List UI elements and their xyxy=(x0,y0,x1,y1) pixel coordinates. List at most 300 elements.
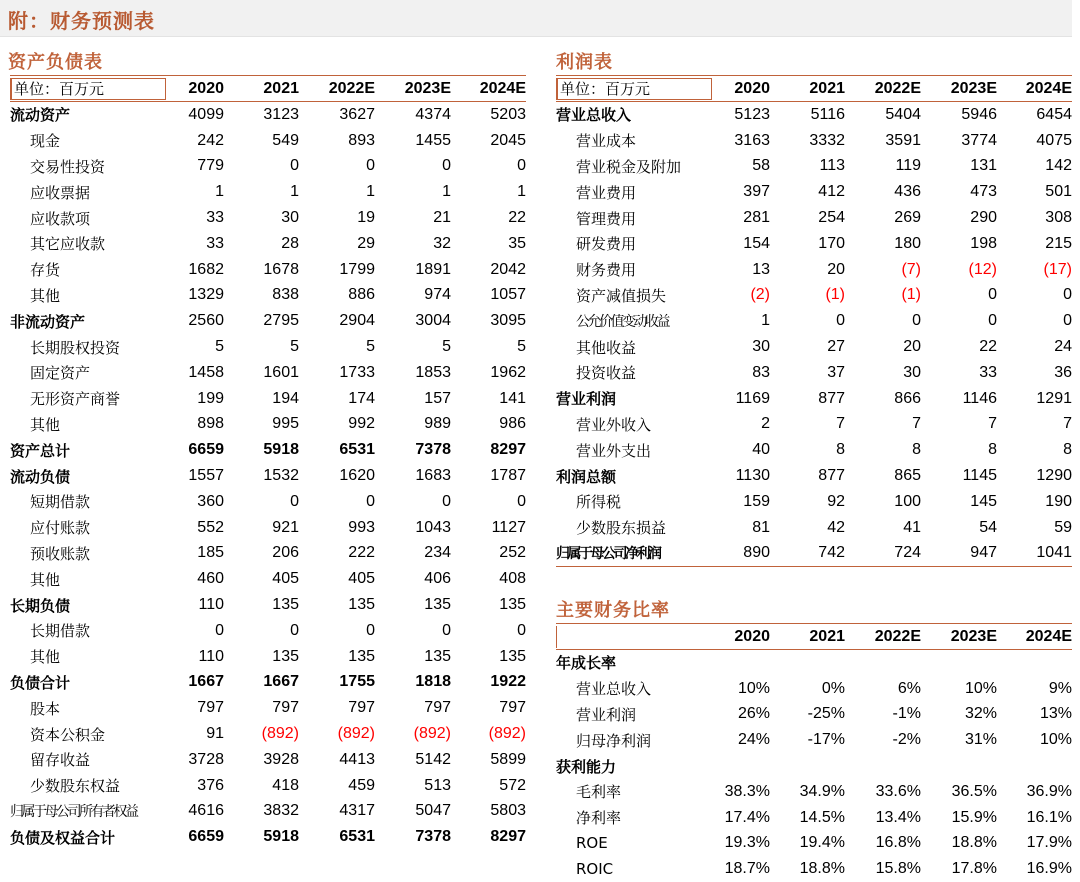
cell-value: 1667 xyxy=(263,673,299,691)
cell-value: 1532 xyxy=(263,467,299,485)
table-row xyxy=(556,128,1072,154)
cell-value: 42 xyxy=(827,518,845,536)
cell-value: 1127 xyxy=(491,518,526,536)
cell-value: 408 xyxy=(499,570,526,588)
cell-value: 1733 xyxy=(339,363,375,381)
cell-value: 1962 xyxy=(490,363,526,381)
cell-value: 2560 xyxy=(188,312,224,330)
row-label: 所得税 xyxy=(576,493,622,512)
cell-value: 1818 xyxy=(415,673,451,691)
balance-sheet-table xyxy=(10,75,526,850)
table-row xyxy=(10,386,526,412)
cell-value: (892) xyxy=(261,725,299,743)
cell-value: 7 xyxy=(912,415,921,433)
row-label: 留存收益 xyxy=(30,751,91,770)
table-row xyxy=(556,805,1072,831)
cell-value: 1891 xyxy=(415,260,451,278)
year-header: 2021 xyxy=(809,79,845,97)
cell-value: 3832 xyxy=(263,802,299,820)
cell-value: 252 xyxy=(499,544,526,562)
table-row xyxy=(556,205,1072,231)
cell-value: 135 xyxy=(272,647,299,665)
cell-value: 254 xyxy=(818,209,845,227)
cell-value: 159 xyxy=(743,492,770,510)
cell-value: 360 xyxy=(197,492,224,510)
cell-value: 5 xyxy=(442,338,451,356)
cell-value: 2 xyxy=(761,415,770,433)
cell-value: 7 xyxy=(1063,415,1072,433)
cell-value: 5803 xyxy=(490,802,526,820)
table-row xyxy=(556,386,1072,412)
cell-value: 18.8% xyxy=(799,860,845,878)
cell-value: 10% xyxy=(964,679,997,697)
cell-value: (2) xyxy=(750,286,770,304)
cell-value: 1683 xyxy=(415,467,451,485)
table-row xyxy=(10,257,526,283)
cell-value: 13.4% xyxy=(875,808,921,826)
table-row xyxy=(10,670,526,696)
cell-value: 242 xyxy=(197,131,224,149)
row-label: 少数股东损益 xyxy=(576,519,667,538)
cell-value: 1 xyxy=(517,183,526,201)
cell-value: 19 xyxy=(357,209,375,227)
cell-value: -2% xyxy=(892,731,921,749)
cell-value: 58 xyxy=(752,157,770,175)
cell-value: 135 xyxy=(272,596,299,614)
cell-value: 83 xyxy=(752,363,770,381)
cell-value: 0 xyxy=(290,621,299,639)
cell-value: 22 xyxy=(508,209,526,227)
cell-value: 0 xyxy=(215,621,224,639)
cell-value: 1130 xyxy=(735,467,770,485)
cell-value: 412 xyxy=(818,183,845,201)
cell-value: 17.8% xyxy=(951,860,997,878)
row-label: 其它应收款 xyxy=(30,235,106,254)
cell-value: 5116 xyxy=(810,105,845,123)
row-label: 资产减值损失 xyxy=(576,286,667,305)
cell-value: 157 xyxy=(424,389,451,407)
table-row xyxy=(556,283,1072,309)
cell-value: 16.8% xyxy=(875,834,921,852)
cell-value: 32 xyxy=(433,234,451,252)
cell-value: 1 xyxy=(290,183,299,201)
cell-value: 877 xyxy=(818,467,845,485)
cell-value: 1787 xyxy=(490,467,526,485)
cell-value: 4075 xyxy=(1036,131,1072,149)
cell-value: 0 xyxy=(517,157,526,175)
cell-value: 0 xyxy=(517,621,526,639)
row-label: 应收款项 xyxy=(30,209,91,228)
cell-value: 2795 xyxy=(263,312,299,330)
cell-value: 15.8% xyxy=(875,860,921,878)
cell-value: 3627 xyxy=(339,105,375,123)
cell-value: 21 xyxy=(433,209,451,227)
year-header: 2021 xyxy=(809,627,845,645)
cell-value: 4413 xyxy=(339,750,375,768)
unit-label xyxy=(556,626,712,648)
cell-value: 1169 xyxy=(735,389,770,407)
row-label: 其他 xyxy=(30,648,61,667)
cell-value: (1) xyxy=(901,286,921,304)
table-row xyxy=(10,308,526,334)
table-row xyxy=(556,308,1072,334)
table-row xyxy=(556,412,1072,438)
cell-value: 180 xyxy=(894,234,921,252)
cell-value: 865 xyxy=(894,467,921,485)
table-row xyxy=(556,437,1072,463)
table-row xyxy=(556,257,1072,283)
row-label: 现金 xyxy=(30,132,61,151)
cell-value: 898 xyxy=(197,415,224,433)
table-row xyxy=(10,695,526,721)
row-label: 股本 xyxy=(30,699,61,718)
row-label: 预收账款 xyxy=(30,544,91,563)
balance-sheet-title: 资产负债表 xyxy=(8,52,103,73)
table-row xyxy=(10,463,526,489)
cell-value: 135 xyxy=(348,647,375,665)
row-label: 毛利率 xyxy=(576,783,622,802)
cell-value: 3774 xyxy=(961,131,997,149)
cell-value: 34.9% xyxy=(799,782,845,800)
cell-value: 995 xyxy=(272,415,299,433)
income-statement-title: 利润表 xyxy=(556,52,613,73)
cell-value: 3928 xyxy=(263,750,299,768)
cell-value: 206 xyxy=(272,544,299,562)
cell-value: 142 xyxy=(1045,157,1072,175)
cell-value: 190 xyxy=(1045,492,1072,510)
table-row xyxy=(10,154,526,180)
cell-value: 30 xyxy=(903,363,921,381)
cell-value: 16.9% xyxy=(1026,860,1072,878)
cell-value: 281 xyxy=(743,209,770,227)
cell-value: (7) xyxy=(901,260,921,278)
table-row xyxy=(10,334,526,360)
row-label: 存货 xyxy=(30,261,61,280)
cell-value: 0 xyxy=(1063,312,1072,330)
cell-value: 0 xyxy=(988,312,997,330)
cell-value: 110 xyxy=(198,596,224,614)
cell-value: 1922 xyxy=(490,673,526,691)
cell-value: 198 xyxy=(970,234,997,252)
table-row xyxy=(10,412,526,438)
cell-value: 13 xyxy=(752,260,770,278)
cell-value: 4099 xyxy=(188,105,224,123)
cell-value: 742 xyxy=(818,544,845,562)
cell-value: 1 xyxy=(442,183,451,201)
row-label: 投资收益 xyxy=(576,364,637,383)
cell-value: 1799 xyxy=(339,260,375,278)
table-row xyxy=(10,102,526,128)
cell-value: 1043 xyxy=(415,518,451,536)
cell-value: 170 xyxy=(818,234,845,252)
cell-value: (1) xyxy=(825,286,845,304)
cell-value: 8297 xyxy=(490,441,526,459)
table-row xyxy=(556,676,1072,702)
row-label: 应收票据 xyxy=(30,183,91,202)
cell-value: 5123 xyxy=(734,105,770,123)
row-label: 短期借款 xyxy=(30,493,91,512)
year-header: 2024E xyxy=(479,79,526,97)
row-label: 营业利润 xyxy=(576,705,637,724)
cell-value: 6454 xyxy=(1036,105,1072,123)
cell-value: 24% xyxy=(737,731,770,749)
row-label: 归属于母公司净利润 xyxy=(556,546,660,563)
table-row xyxy=(10,592,526,618)
table-row xyxy=(10,515,526,541)
cell-value: 20 xyxy=(903,338,921,356)
cell-value: 135 xyxy=(424,596,451,614)
year-header: 2023E xyxy=(950,627,997,645)
cell-value: 3332 xyxy=(809,131,845,149)
cell-value: 2045 xyxy=(490,131,526,149)
cell-value: 18.7% xyxy=(724,860,770,878)
cell-value: 0 xyxy=(290,157,299,175)
cell-value: -25% xyxy=(807,705,845,723)
table-row xyxy=(10,489,526,515)
cell-value: 22 xyxy=(979,338,997,356)
table-row xyxy=(10,283,526,309)
cell-value: 1458 xyxy=(188,363,224,381)
table-header-row xyxy=(556,75,1072,102)
row-label: 其他收益 xyxy=(576,338,637,357)
row-label: 归母净利润 xyxy=(576,731,652,750)
cell-value: 135 xyxy=(424,647,451,665)
ratios-table xyxy=(556,623,1072,882)
cell-value: 113 xyxy=(819,157,845,175)
year-header: 2020 xyxy=(734,627,770,645)
cell-value: 145 xyxy=(970,492,997,510)
cell-value: 33.6% xyxy=(875,782,921,800)
cell-value: 2904 xyxy=(339,312,375,330)
cell-value: 0 xyxy=(366,492,375,510)
table-row xyxy=(556,779,1072,805)
cell-value: 290 xyxy=(970,209,997,227)
year-header: 2022E xyxy=(874,79,921,97)
row-label: ROIC xyxy=(576,860,614,879)
table-row xyxy=(556,489,1072,515)
cell-value: 135 xyxy=(348,596,375,614)
cell-value: 199 xyxy=(197,389,224,407)
cell-value: 185 xyxy=(197,544,224,562)
row-label: 负债合计 xyxy=(10,673,71,692)
row-label: 营业外收入 xyxy=(576,415,652,434)
cell-value: 5 xyxy=(290,338,299,356)
cell-value: 513 xyxy=(424,776,451,794)
cell-value: 8297 xyxy=(490,828,526,846)
cell-value: 986 xyxy=(499,415,526,433)
year-header: 2020 xyxy=(188,79,224,97)
row-label: 无形资产商誉 xyxy=(30,390,121,409)
cell-value: 234 xyxy=(424,544,451,562)
cell-value: 36.9% xyxy=(1026,782,1072,800)
cell-value: 797 xyxy=(197,699,224,717)
table-row xyxy=(556,515,1072,541)
table-row xyxy=(10,360,526,386)
cell-value: 1853 xyxy=(415,363,451,381)
table-row xyxy=(10,644,526,670)
cell-value: 7 xyxy=(988,415,997,433)
cell-value: 40 xyxy=(752,441,770,459)
cell-value: 397 xyxy=(743,183,770,201)
cell-value: 7378 xyxy=(415,828,451,846)
cell-value: 1678 xyxy=(263,260,299,278)
cell-value: 797 xyxy=(348,699,375,717)
cell-value: 0 xyxy=(836,312,845,330)
cell-value: 993 xyxy=(348,518,375,536)
cell-value: 5 xyxy=(517,338,526,356)
cell-value: 308 xyxy=(1045,209,1072,227)
table-row xyxy=(10,128,526,154)
cell-value: 1667 xyxy=(188,673,224,691)
table-row xyxy=(556,360,1072,386)
table-row xyxy=(10,566,526,592)
table-row xyxy=(10,747,526,773)
cell-value: 1755 xyxy=(339,673,375,691)
cell-value: 436 xyxy=(894,183,921,201)
table-row xyxy=(556,753,1072,779)
cell-value: 3004 xyxy=(415,312,451,330)
table-row xyxy=(556,702,1072,728)
cell-value: 20 xyxy=(827,260,845,278)
cell-value: 5047 xyxy=(415,802,451,820)
cell-value: 7378 xyxy=(415,441,451,459)
table-row xyxy=(556,334,1072,360)
cell-value: 215 xyxy=(1045,234,1072,252)
cell-value: 866 xyxy=(894,389,921,407)
cell-value: 5918 xyxy=(263,828,299,846)
row-label: 归属于母公司所有者权益 xyxy=(10,804,137,821)
year-header: 2023E xyxy=(404,79,451,97)
row-label: 长期股权投资 xyxy=(30,338,121,357)
year-header: 2021 xyxy=(263,79,299,97)
cell-value: 174 xyxy=(348,389,375,407)
cell-value: 92 xyxy=(827,492,845,510)
table-header-row xyxy=(556,623,1072,650)
cell-value: 2042 xyxy=(490,260,526,278)
cell-value: 10% xyxy=(1039,731,1072,749)
cell-value: 549 xyxy=(272,131,299,149)
cell-value: 222 xyxy=(348,544,375,562)
table-row xyxy=(10,618,526,644)
cell-value: 405 xyxy=(348,570,375,588)
cell-value: 501 xyxy=(1045,183,1072,201)
unit-label: 单位：百万元 xyxy=(10,78,166,100)
row-label: 流动资产 xyxy=(10,106,71,125)
cell-value: 33 xyxy=(206,209,224,227)
cell-value: 5899 xyxy=(490,750,526,768)
cell-value: 893 xyxy=(348,131,375,149)
cell-value: 110 xyxy=(198,647,224,665)
cell-value: (17) xyxy=(1043,260,1072,278)
cell-value: 0 xyxy=(442,157,451,175)
cell-value: 1 xyxy=(761,312,770,330)
row-label: 其他 xyxy=(30,570,61,589)
cell-value: 1682 xyxy=(188,260,224,278)
cell-value: 30 xyxy=(281,209,299,227)
row-label: 营业总收入 xyxy=(576,680,652,699)
cell-value: 5 xyxy=(215,338,224,356)
table-row xyxy=(10,799,526,825)
table-row xyxy=(10,721,526,747)
cell-value: 1290 xyxy=(1036,467,1072,485)
cell-value: 877 xyxy=(818,389,845,407)
cell-value: 3728 xyxy=(188,750,224,768)
cell-value: 29 xyxy=(357,234,375,252)
cell-value: 27 xyxy=(827,338,845,356)
cell-value: 1145 xyxy=(962,467,997,485)
cell-value: 0 xyxy=(290,492,299,510)
table-row xyxy=(556,856,1072,882)
cell-value: 459 xyxy=(348,776,375,794)
table-row xyxy=(10,773,526,799)
table-row xyxy=(10,824,526,850)
cell-value: 3095 xyxy=(490,312,526,330)
cell-value: 54 xyxy=(979,518,997,536)
cell-value: 35 xyxy=(508,234,526,252)
cell-value: 992 xyxy=(348,415,375,433)
cell-value: 406 xyxy=(424,570,451,588)
cell-value: 1601 xyxy=(263,363,299,381)
cell-value: (892) xyxy=(488,725,526,743)
cell-value: 19.4% xyxy=(799,834,845,852)
unit-label: 单位：百万元 xyxy=(556,78,712,100)
table-row xyxy=(10,541,526,567)
cell-value: 38.3% xyxy=(724,782,770,800)
cell-value: 15.9% xyxy=(951,808,997,826)
cell-value: 194 xyxy=(272,389,299,407)
table-row xyxy=(556,231,1072,257)
cell-value: 1 xyxy=(215,183,224,201)
cell-value: 890 xyxy=(743,544,770,562)
cell-value: 8 xyxy=(836,441,845,459)
cell-value: 460 xyxy=(197,570,224,588)
cell-value: 31% xyxy=(964,731,997,749)
row-label: 营业税金及附加 xyxy=(576,157,682,176)
cell-value: 552 xyxy=(197,518,224,536)
row-label: 财务费用 xyxy=(576,261,637,280)
cell-value: 41 xyxy=(903,518,921,536)
row-label: 年成长率 xyxy=(556,654,617,673)
cell-value: 974 xyxy=(424,286,451,304)
cell-value: 37 xyxy=(827,363,845,381)
cell-value: 13% xyxy=(1039,705,1072,723)
cell-value: 26% xyxy=(737,705,770,723)
cell-value: 797 xyxy=(499,699,526,717)
table-row xyxy=(10,231,526,257)
table-row xyxy=(10,205,526,231)
row-label: 流动负债 xyxy=(10,467,71,486)
cell-value: 100 xyxy=(894,492,921,510)
cell-value: 32% xyxy=(964,705,997,723)
cell-value: (892) xyxy=(337,725,375,743)
year-header: 2020 xyxy=(734,79,770,97)
row-label: 管理费用 xyxy=(576,209,637,228)
cell-value: (892) xyxy=(413,725,451,743)
ratios-title: 主要财务比率 xyxy=(556,600,670,621)
cell-value: 921 xyxy=(272,518,299,536)
cell-value: 16.1% xyxy=(1026,808,1072,826)
cell-value: 0 xyxy=(517,492,526,510)
cell-value: 33 xyxy=(206,234,224,252)
cell-value: 6531 xyxy=(339,441,375,459)
cell-value: 376 xyxy=(197,776,224,794)
row-label: 获利能力 xyxy=(556,757,617,776)
cell-value: 5918 xyxy=(263,441,299,459)
cell-value: -1% xyxy=(892,705,921,723)
cell-value: 81 xyxy=(752,518,770,536)
cell-value: 1455 xyxy=(415,131,451,149)
cell-value: 8 xyxy=(1063,441,1072,459)
